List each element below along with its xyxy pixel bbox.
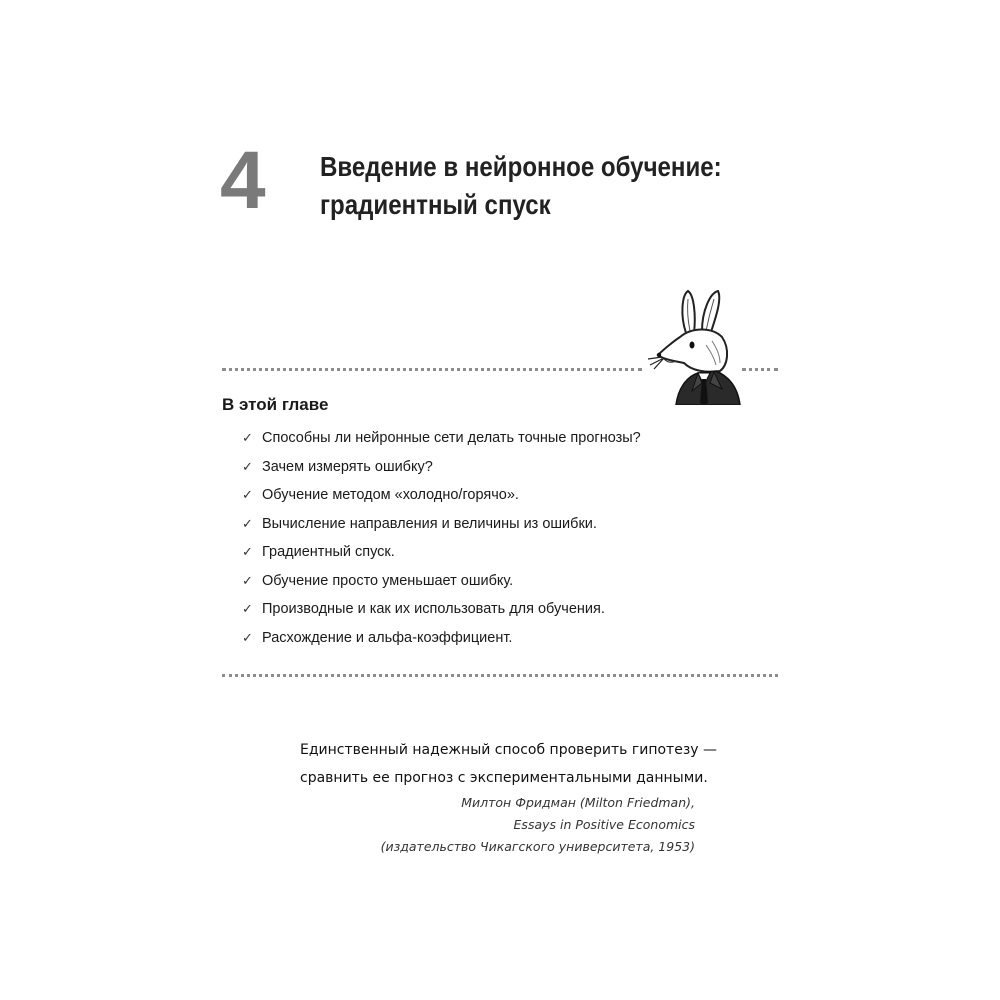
list-item-text: Вычисление направления и величины из ошибки. bbox=[262, 515, 597, 532]
checkmark-icon: ✓ bbox=[242, 430, 253, 445]
epigraph-attribution bbox=[300, 792, 695, 858]
quote-line-2: сравнить ее прогноз с экспериментальными данными. bbox=[300, 770, 708, 786]
checkmark-icon: ✓ bbox=[242, 572, 253, 588]
list-item bbox=[242, 428, 641, 457]
checkmark-icon: ✓ bbox=[242, 544, 253, 559]
divider-top-right bbox=[742, 368, 778, 371]
list-item bbox=[242, 571, 641, 600]
epigraph-quote bbox=[300, 736, 717, 792]
chapter-title-line-1: Введение в нейронное обучение: bbox=[320, 151, 722, 182]
list-item-text: Зачем измерять ошибку? bbox=[262, 458, 433, 475]
chapter-title-line-2: градиентный спуск bbox=[320, 189, 551, 220]
list-item bbox=[242, 514, 641, 543]
list-item bbox=[242, 599, 641, 628]
divider-bottom bbox=[222, 674, 778, 677]
list-item-text: Градиентный спуск. bbox=[262, 544, 395, 560]
attribution-publisher: (издательство Чикагского университета, 1953) bbox=[380, 839, 695, 854]
list-item-text: Расхождение и альфа-коэффициент. bbox=[262, 629, 513, 646]
checkmark-icon: ✓ bbox=[242, 629, 253, 645]
checkmark-icon: ✓ bbox=[242, 458, 253, 474]
list-item-text: Обучение методом «холодно/горячо». bbox=[262, 487, 519, 503]
chapter-title bbox=[320, 148, 722, 224]
list-item bbox=[242, 542, 641, 571]
attribution-author: Милтон Фридман (Milton Friedman), bbox=[461, 795, 695, 810]
list-item-text: Обучение просто уменьшает ошибку. bbox=[262, 572, 514, 589]
list-item bbox=[242, 457, 641, 486]
list-item-text: Производные и как их использовать для обучения. bbox=[262, 601, 605, 617]
section-heading: В этой главе bbox=[222, 395, 329, 414]
checkmark-icon: ✓ bbox=[242, 487, 253, 502]
checkmark-icon: ✓ bbox=[242, 515, 253, 531]
list-item-text: Способны ли нейронные сети делать точные прогнозы? bbox=[262, 430, 641, 446]
list-item bbox=[242, 485, 641, 514]
checkmark-icon: ✓ bbox=[242, 601, 253, 616]
chapter-topics-list bbox=[242, 428, 641, 656]
attribution-book: Essays in Positive Economics bbox=[513, 817, 695, 832]
chapter-number: 4 bbox=[220, 135, 266, 226]
divider-top bbox=[222, 368, 642, 371]
quote-line-1: Единственный надежный способ проверить гипотезу — bbox=[300, 742, 717, 758]
rabbit-in-suit-icon bbox=[640, 285, 750, 405]
list-item bbox=[242, 628, 641, 657]
